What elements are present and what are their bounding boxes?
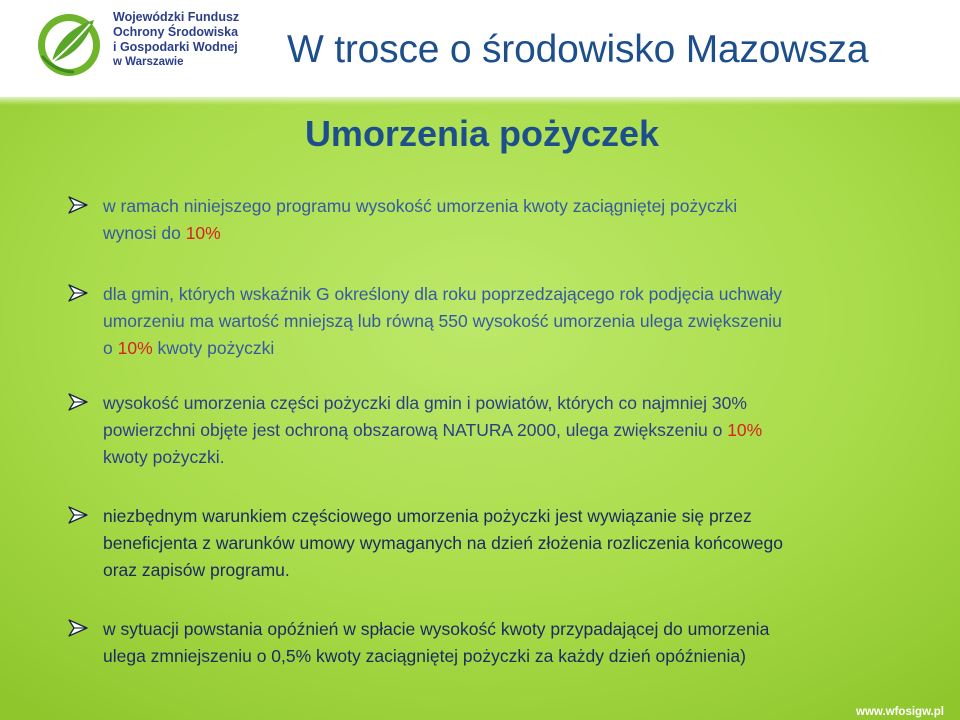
text-segment: o [103, 338, 118, 358]
bullet-line [103, 308, 938, 335]
text-segment: wysokość umorzenia części pożyczki dla gmin i powiatów, których co najmniej 30% [103, 393, 747, 413]
highlight-value: 10% [185, 223, 221, 243]
bullet-text [103, 390, 938, 471]
text-segment: ulega zmniejszeniu o 0,5% kwoty zaciągniętej pożyczki za każdy dzień opóźnienia) [103, 646, 746, 666]
bullet-item [68, 390, 938, 471]
bullet-item [68, 281, 938, 362]
slide-heading-text: Umorzenia pożyczek [304, 113, 660, 154]
text-segment: w ramach niniejszego programu wysokość umorzenia kwoty zaciągniętej pożyczki [103, 196, 738, 216]
arrow-bullet-icon [68, 196, 88, 214]
text-segment: w sytuacji powstania opóźnień w spłacie wysokość kwoty przypadającej do umorzenia [103, 619, 770, 639]
bullet-line [103, 616, 938, 643]
org-name-line: i Gospodarki Wodnej [113, 40, 238, 54]
footer-url: www.wfosigw.pl [856, 706, 944, 718]
bullet-item [68, 616, 938, 670]
bullet-line [103, 220, 938, 247]
bullet-line [103, 530, 938, 557]
bullet-line [103, 643, 938, 670]
org-name-line: w Warszawie [113, 56, 184, 68]
highlight-value: 10% [117, 338, 153, 358]
text-segment: dla gmin, których wskaźnik G określony dla roku poprzedzającego rok podjęcia uchwały [103, 284, 782, 304]
bullet-text [103, 193, 938, 247]
bullet-text [103, 503, 938, 584]
org-name-line: Ochrony Środowiska [113, 25, 239, 39]
bullet-line [103, 390, 938, 417]
bullet-line [103, 557, 938, 584]
text-segment: umorzeniu ma wartość mniejszą lub równą 550 wysokość umorzenia ulega zwiększeniu [103, 311, 782, 331]
bullet-line [103, 193, 938, 220]
bullet-line [103, 503, 938, 530]
text-segment: niezbędnym warunkiem częściowego umorzenia pożyczki jest wywiązanie się przez [103, 506, 752, 526]
text-segment: kwoty pożyczki [152, 338, 275, 358]
bullet-line [103, 444, 938, 471]
arrow-bullet-icon [68, 506, 88, 524]
text-segment: beneficjenta z warunków umowy wymaganych na dzień złożenia rozliczenia końcowego [103, 533, 783, 553]
org-name-line: Wojewódzki Fundusz [113, 10, 240, 24]
bullet-line [103, 281, 938, 308]
text-segment: oraz zapisów programu. [103, 560, 290, 580]
bullet-item [68, 193, 938, 247]
text-segment: powierzchni objęte jest ochroną obszarową NATURA 2000, ulega zwiększeniu o [103, 420, 728, 440]
bullet-text [103, 616, 938, 670]
header-title: W trosce o środowisko Mazowsza [287, 28, 869, 71]
bullet-line [103, 417, 938, 444]
text-segment: kwoty pożyczki. [103, 447, 225, 467]
text-segment: wynosi do [103, 223, 186, 243]
arrow-bullet-icon [68, 619, 88, 637]
highlight-value: 10% [727, 420, 763, 440]
bullet-line [103, 335, 938, 362]
arrow-bullet-icon [68, 393, 88, 411]
bullet-item [68, 503, 938, 584]
bullet-text [103, 281, 938, 362]
arrow-bullet-icon [68, 284, 88, 302]
